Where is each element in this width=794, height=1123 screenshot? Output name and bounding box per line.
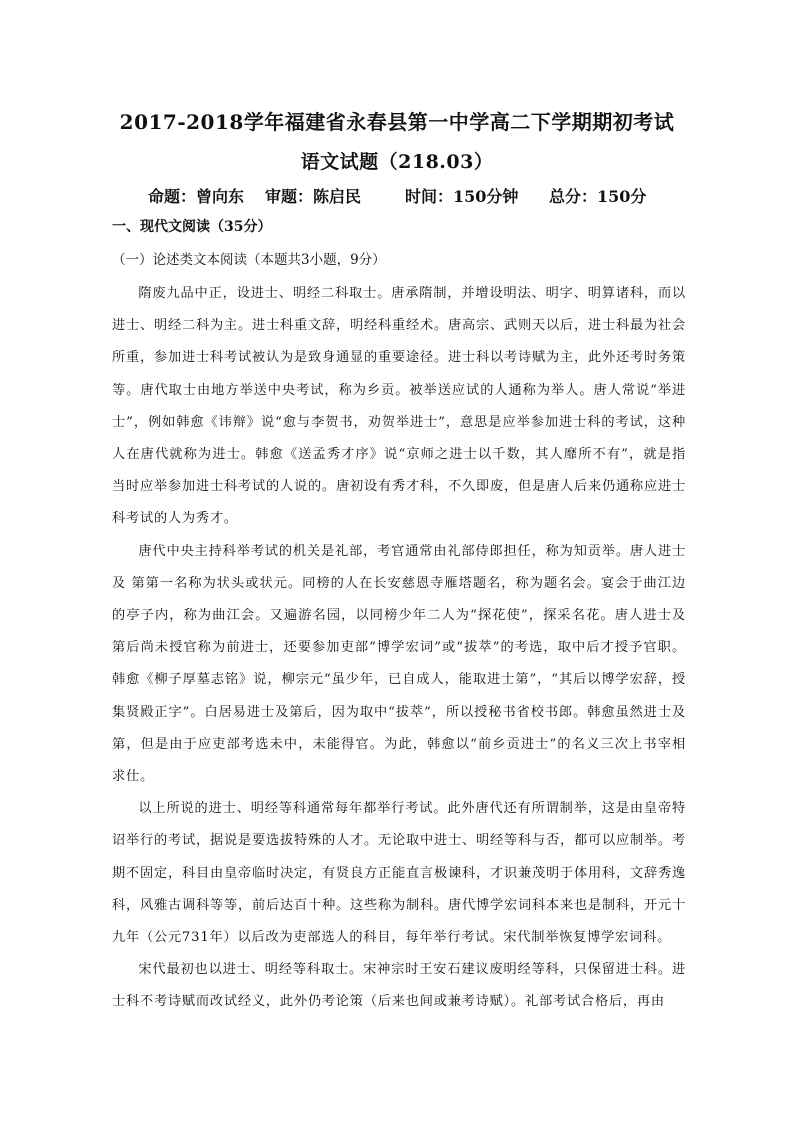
setter-label: 命题：曾向东	[148, 187, 245, 206]
paragraph: 宋代最初也以进士、明经等科取士。宋神宗时王安石建议废明经等科，只保留进士科。进士科不考诗赋而改试经义，此外仍考论策（后来也间或兼考诗赋）。礼部考试合格后，再由	[112, 962, 686, 1010]
time-label: 时间：150分钟	[405, 187, 519, 206]
exam-title: 2017-2018学年福建省永春县第一中学高二下学期期初考试	[119, 110, 675, 134]
reviewer-label: 审题：陈启民	[265, 187, 362, 206]
exam-meta	[148, 184, 646, 207]
paragraph: 隋废九品中正，设进士、明经二科取士。唐承隋制，并增设明法、明字、明算诸科，而以进士、明经二科为主。进士科重文辞，明经科重经术。唐高宗、武则天以后，进士科最为社会所重，参加进士科考试被认为是致身通显的重要途径。进士科以考诗赋为主，此外还考时务策等。唐代取士由地方举送中央考试，称为乡贡。被举送应试的人通称为举人。唐人常说“举进士”，例如韩愈《讳辩》说“愈与李贺书，劝贺举进士”，意思是应举参加进士科的考试，这种人在唐代就称为进士。韩愈《送孟秀才序》说“京师之进士以千数，其人靡所不有”，就是指当时应举参加进士科考试的人说的。唐初设有秀才科，不久即废，但是唐人后来仍通称应进士科考试的人为秀才。	[112, 286, 686, 527]
section-heading: 一、现代文阅读（35分）	[112, 219, 272, 235]
paragraph: 以上所说的进士、明经等科通常每年都举行考试。此外唐代还有所谓制举，这是由皇帝特诏举行的考试，据说是要选拔特殊的人才。无论取中进士、明经等科与否，都可以应制举。考期不固定，科目由皇帝临时决定，有贤良方正能直言极谏科，才识兼茂明于体用科，文辞秀逸科，风雅古调科等等，前后达百十种。这些称为制科。唐代博学宏词科本来也是制科，开元十九年（公元731年）以后改为吏部选人的科目，每年举行考试。宋代制举恢复博学宏词科。	[112, 801, 686, 946]
paragraph: 唐代中央主持科举考试的机关是礼部，考官通常由礼部侍郎担任，称为知贡举。唐人进士及 第第一名称为状头或状元。同榜的人在长安慈恩寺雁塔题名，称为题名会。宴会于曲江边的亭子内，称为曲江会。又遍游名园，以同榜少年二人为“探花使”，探采名花。唐人进士及第后尚未授官称为前进士，还要参加吏部“博学宏词”或“拔萃”的考选，取中后才授予官职。韩愈《柳子厚墓志铭》说，柳宗元“虽少年，已自成人，能取进士第”，“其后以博学宏辞，授集贤殿正字”。白居易进士及第后，因为取中“拔萃”，所以授秘书省校书郎。韩愈虽然进士及第，但是由于应吏部考选未中，未能得官。为此，韩愈以“前乡贡进士”的名义三次上书宰相求仕。	[112, 543, 686, 785]
reading-passage	[112, 278, 686, 1019]
section-subheading: （一）论述类文本阅读（本题共3小题，9分）	[112, 252, 386, 268]
score-label: 总分：150分	[549, 187, 647, 206]
exam-subtitle: 语文试题（218.03）	[300, 151, 494, 173]
